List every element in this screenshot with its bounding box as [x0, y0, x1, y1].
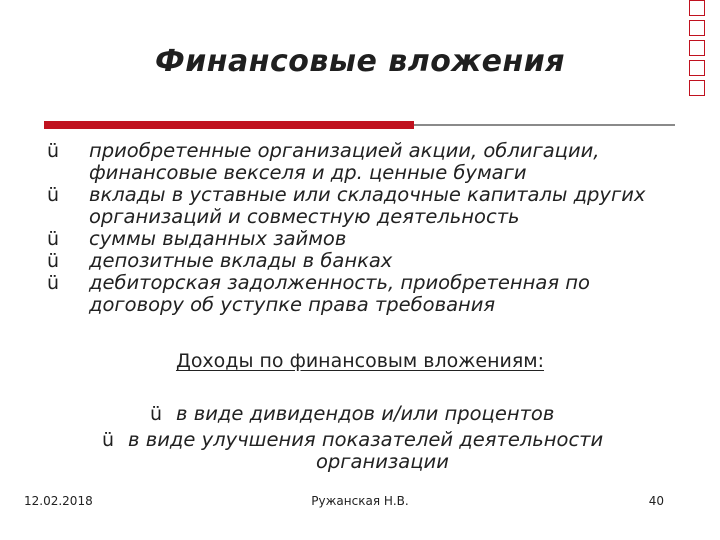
deco-square-icon: [689, 20, 705, 36]
list-item-line: вклады в уставные или складочные капиталы других: [89, 183, 646, 206]
investments-list: [47, 140, 687, 316]
list-item: [47, 250, 687, 272]
income-item: [102, 428, 603, 451]
income-item-text: в виде улучшения показателей деятельности: [128, 428, 604, 451]
list-item: [47, 140, 687, 184]
checkmark-icon: ü: [102, 429, 115, 451]
title-divider-accent: [44, 121, 414, 129]
income-heading: [0, 350, 720, 372]
list-item: [47, 228, 687, 250]
list-item: [47, 184, 687, 228]
income-item-text: организации: [316, 450, 449, 473]
checkmark-icon: ü: [47, 250, 60, 272]
list-item-line: договору об уступке права требования: [89, 293, 496, 316]
list-item-line: депозитные вклады в банках: [89, 249, 393, 272]
income-item-continuation: [316, 450, 449, 473]
checkmark-icon: ü: [47, 228, 60, 250]
list-item-line: финансовые векселя и др. ценные бумаги: [89, 161, 527, 184]
list-item-line: организаций и совместную деятельность: [89, 205, 520, 228]
income-heading-text: Доходы по финансовым вложениям:: [175, 350, 545, 372]
checkmark-icon: ü: [47, 140, 60, 162]
checkmark-icon: ü: [150, 403, 163, 425]
list-item-line: суммы выданных займов: [89, 227, 347, 250]
deco-square-icon: [689, 0, 705, 16]
checkmark-icon: ü: [47, 272, 60, 294]
checkmark-icon: ü: [47, 184, 60, 206]
footer-author: Ружанская Н.В.: [311, 494, 409, 508]
deco-square-icon: [689, 80, 705, 96]
list-item: [47, 272, 687, 316]
income-item-text: в виде дивидендов и/или процентов: [176, 402, 555, 425]
slide-title: Финансовые вложения: [154, 44, 566, 79]
income-item: [150, 402, 554, 425]
footer-page-number: 40: [648, 494, 664, 508]
list-item-line: приобретенные организацией акции, облигации,: [89, 139, 600, 162]
footer-date: 12.02.2018: [24, 494, 93, 508]
list-item-line: дебиторская задолженность, приобретенная по: [89, 271, 590, 294]
